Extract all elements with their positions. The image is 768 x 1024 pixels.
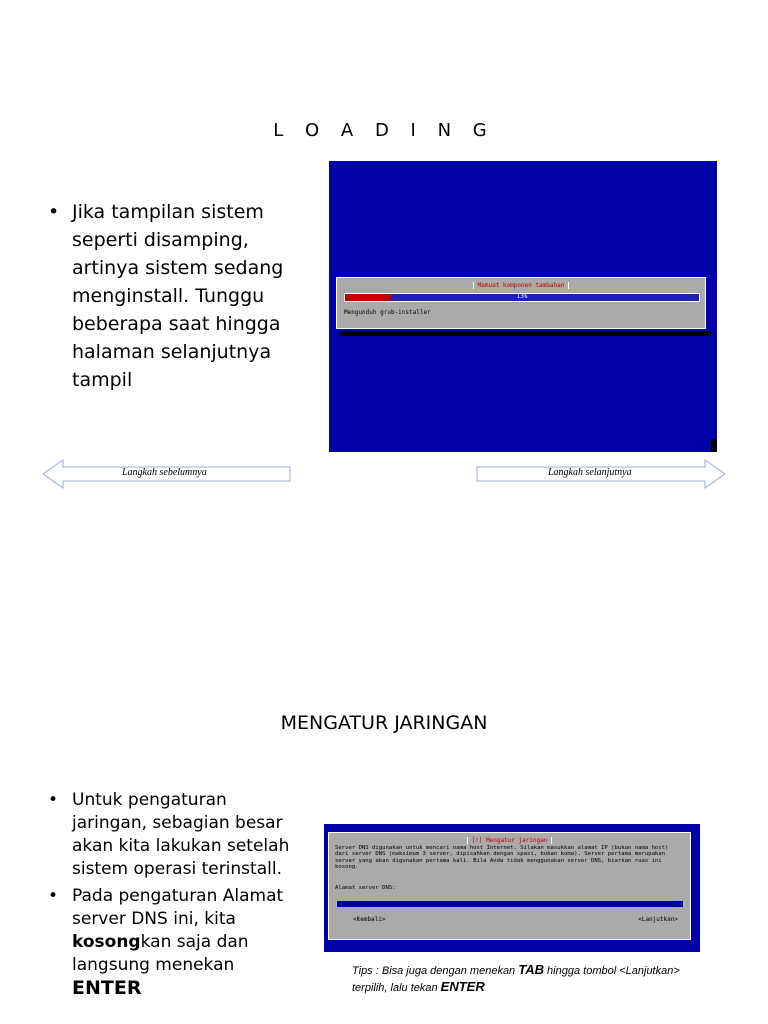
installer-screenshot-loading bbox=[329, 161, 717, 452]
bullet-item: • Jika tampilan sistem seperti disamping, artinya sistem sedang menginstall. Tunggu beberapa saat hingga halaman selanjutnya tampil bbox=[44, 198, 304, 394]
enter-key-text: ENTER bbox=[72, 977, 142, 999]
prev-step-button[interactable] bbox=[42, 459, 292, 489]
progress-bar bbox=[344, 293, 700, 302]
slide-title-network: MENGATUR JARINGAN bbox=[280, 712, 488, 734]
progress-percent: 13% bbox=[516, 293, 528, 300]
next-step-label: Langkah selanjutnya bbox=[548, 467, 632, 478]
dns-field-label: Alamat server DNS: bbox=[335, 885, 396, 891]
dialog-body-text: Server DNS digunakan untuk mencari nama host Internet. Silakan masukkan alamat IP (bukan nama host) dari server DNS (maksimum 3 server, dipisahkan dengan spasi, bukan koma). Server pertama merupakan server yang akan digunakan pertama kali. Bila Anda tidak menggunakan server DNS, biarkan ruas ini kosong. bbox=[335, 845, 669, 871]
bullet-list-loading bbox=[44, 198, 304, 394]
prev-step-label: Langkah sebelumnya bbox=[122, 467, 207, 478]
dialog-title: [!] Mengatur jaringan bbox=[467, 837, 553, 844]
progress-status: Mengunduh grub-installer bbox=[344, 309, 431, 316]
emphasis-kosong: kosong bbox=[72, 932, 141, 952]
enter-key-text: ENTER bbox=[440, 979, 485, 994]
bullet-list-network bbox=[44, 789, 304, 1005]
dialog-shadow bbox=[341, 331, 711, 336]
slide-title-loading: L O A D I N G bbox=[273, 120, 495, 141]
next-step-button[interactable] bbox=[476, 459, 726, 489]
installer-screenshot-network bbox=[324, 824, 700, 952]
network-dialog bbox=[328, 832, 691, 940]
dialog-title: Memuat komponen tambahan bbox=[473, 282, 570, 289]
tab-key-text: TAB bbox=[518, 962, 544, 977]
back-button[interactable]: <Kembali> bbox=[353, 916, 386, 923]
dns-server-input[interactable] bbox=[337, 901, 683, 907]
continue-button[interactable]: <Lanjutkan> bbox=[638, 916, 678, 923]
bullet-item: • Pada pengaturan Alamat server DNS ini, kita kosongkan saja dan langsung menekan ENTER bbox=[44, 885, 304, 1001]
bullet-item: • Untuk pengaturan jaringan, sebagian besar akan kita lakukan setelah sistem operasi terinstall. bbox=[44, 789, 304, 881]
tips-note: Tips : Bisa juga dengan menekan TAB hingga tombol <Lanjutkan> terpilih, lalu tekan ENTER bbox=[352, 962, 680, 994]
progress-dialog bbox=[336, 277, 706, 329]
